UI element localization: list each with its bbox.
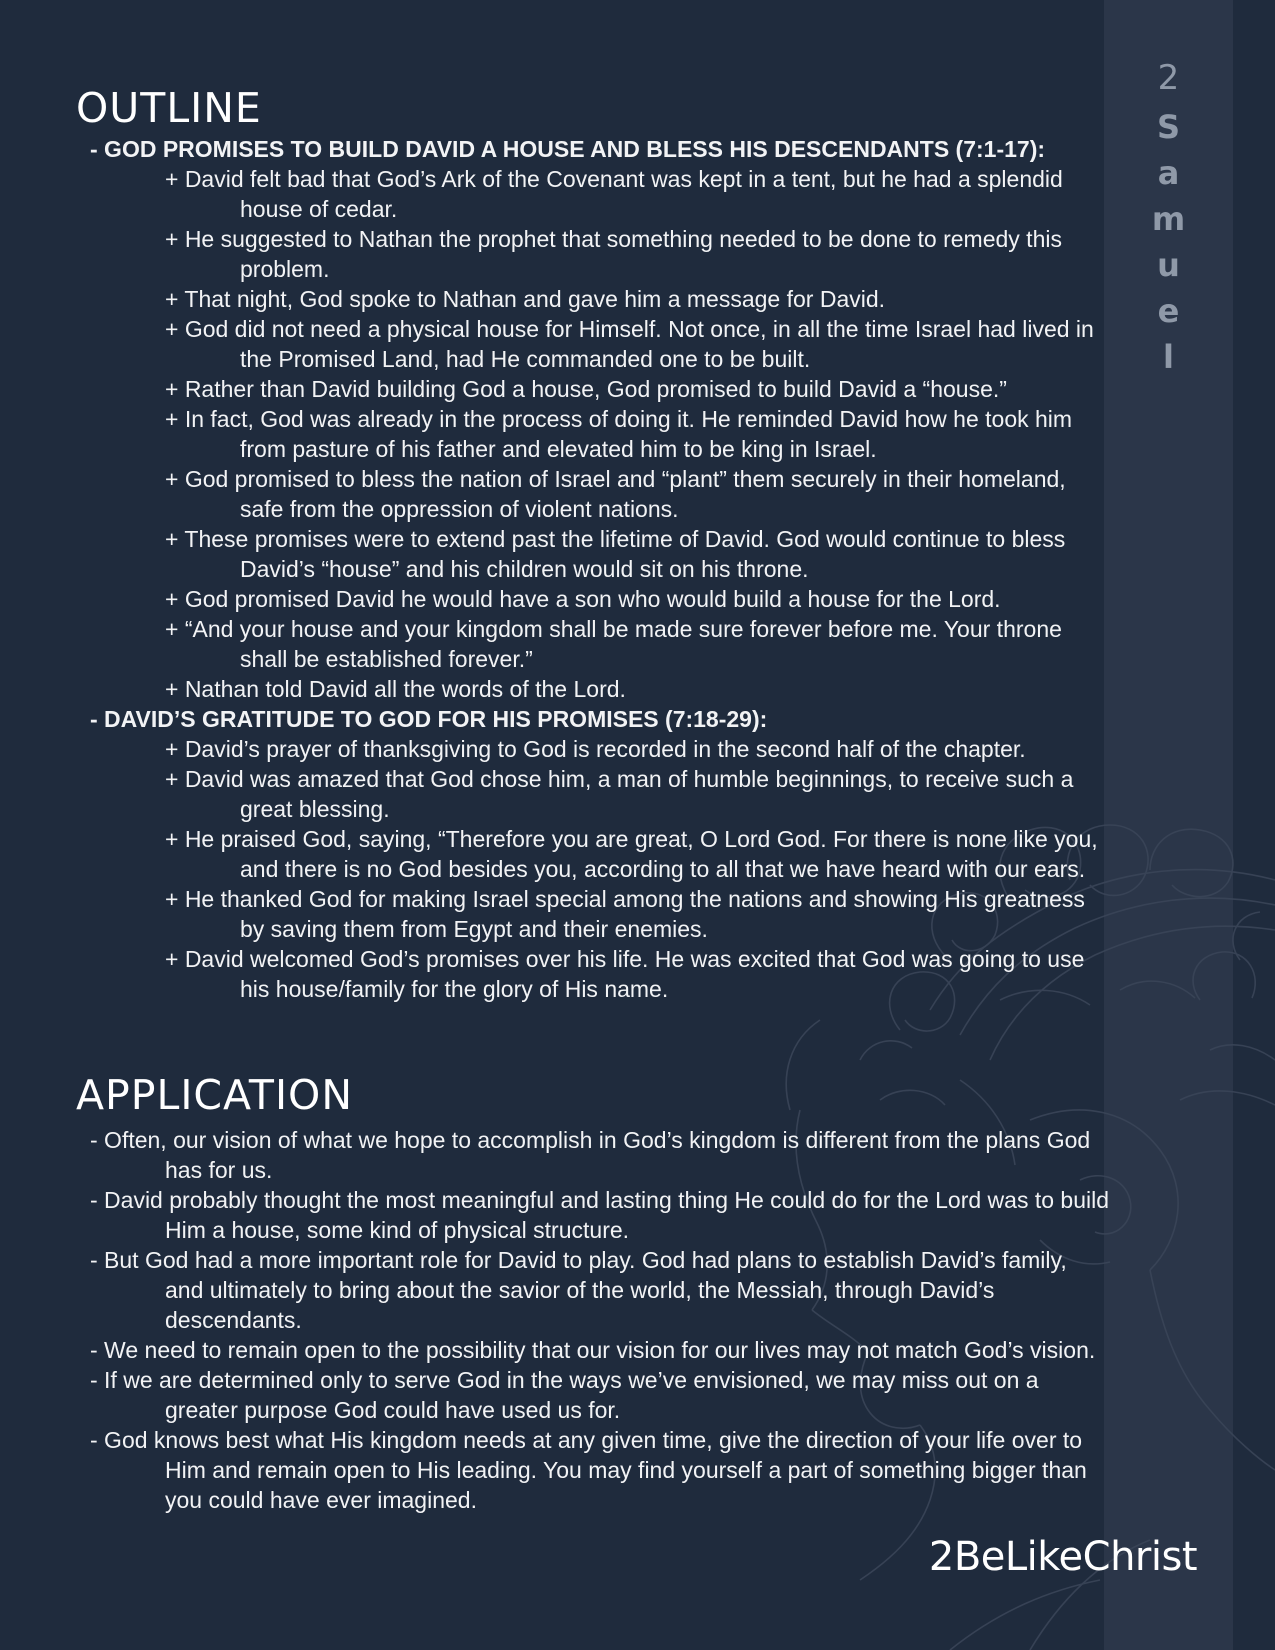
application-item: - God knows best what His kingdom needs at any given time, give the direction of your life over to Him and remain open to His leading. You may find yourself a part of something bigger than you could have ever imagined.: [90, 1427, 1087, 1513]
outline-heading: OUTLINE: [76, 84, 262, 132]
book-letter: e: [1157, 292, 1180, 330]
book-letter: m: [1151, 200, 1186, 238]
book-letter: a: [1157, 154, 1180, 192]
book-letter: u: [1157, 246, 1180, 284]
application-list: [0, 1125, 1110, 1515]
outline-bullet: + He praised God, saying, “Therefore you are great, O Lord God. For there is none like you, and there is no God besides you, according to all that we have heard with our ears.: [165, 826, 1098, 882]
outline-bullet: + Rather than David building God a house, God promised to build David a “house.”: [165, 376, 1007, 402]
application-item: - Often, our vision of what we hope to accomplish in God’s kingdom is different from the plans God has for us.: [90, 1127, 1091, 1183]
application-heading: APPLICATION: [76, 1071, 353, 1119]
application-item: - But God had a more important role for David to play. God had plans to establish David’s family, and ultimately to bring about the savior of the world, the Messiah, through David’s descendants.: [90, 1247, 1067, 1333]
outline-bullet: + David welcomed God’s promises over his life. He was excited that God was going to use his house/family for the glory of His name.: [165, 946, 1085, 1002]
outline-section-title: - GOD PROMISES TO BUILD DAVID A HOUSE AND BLESS HIS DESCENDANTS (7:1-17):: [90, 136, 1046, 162]
outline-bullet: + God promised to bless the nation of Israel and “plant” them securely in their homeland, safe from the oppression of violent nations.: [165, 466, 1066, 522]
application-item: - If we are determined only to serve God in the ways we’ve envisioned, we may miss out on a greater purpose God could have used us for.: [90, 1367, 1039, 1423]
outline-section-title: - DAVID’S GRATITUDE TO GOD FOR HIS PROMISES (7:18-29):: [90, 706, 768, 732]
book-letter: l: [1163, 338, 1174, 376]
application-item: - David probably thought the most meaningful and lasting thing He could do for the Lord was to build Him a house, some kind of physical structure.: [90, 1187, 1110, 1243]
outline-list: [0, 134, 1110, 1004]
book-number: 2: [1157, 58, 1180, 98]
brand-logo-text: 2BeLikeChrist: [928, 1534, 1197, 1580]
outline-bullet: + David’s prayer of thanksgiving to God is recorded in the second half of the chapter.: [165, 736, 1026, 762]
outline-bullet: + In fact, God was already in the process of doing it. He reminded David how he took him from pasture of his father and elevated him to be king in Israel.: [165, 406, 1073, 462]
book-letter: S: [1156, 108, 1181, 146]
outline-bullet: + God did not need a physical house for Himself. Not once, in all the time Israel had lived in the Promised Land, had He commanded one to be built.: [165, 316, 1094, 372]
outline-bullet: + Nathan told David all the words of the Lord.: [165, 676, 626, 702]
outline-bullet: + These promises were to extend past the lifetime of David. God would continue to bless David’s “house” and his children would sit on his throne.: [165, 526, 1066, 582]
outline-bullet: + He thanked God for making Israel special among the nations and showing His greatness by saving them from Egypt and their enemies.: [165, 886, 1085, 942]
application-item: - We need to remain open to the possibility that our vision for our lives may not match God’s vision.: [90, 1337, 1096, 1363]
outline-bullet: + David felt bad that God’s Ark of the Covenant was kept in a tent, but he had a splendid house of cedar.: [165, 166, 1063, 222]
outline-bullet: + “And your house and your kingdom shall be made sure forever before me. Your throne shall be established forever.”: [165, 616, 1062, 672]
outline-bullet: + He suggested to Nathan the prophet that something needed to be done to remedy this problem.: [165, 226, 1062, 282]
outline-bullet: + God promised David he would have a son who would build a house for the Lord.: [165, 586, 1001, 612]
outline-bullet: + That night, God spoke to Nathan and gave him a message for David.: [165, 286, 886, 312]
outline-bullet: + David was amazed that God chose him, a man of humble beginnings, to receive such a great blessing.: [165, 766, 1074, 822]
